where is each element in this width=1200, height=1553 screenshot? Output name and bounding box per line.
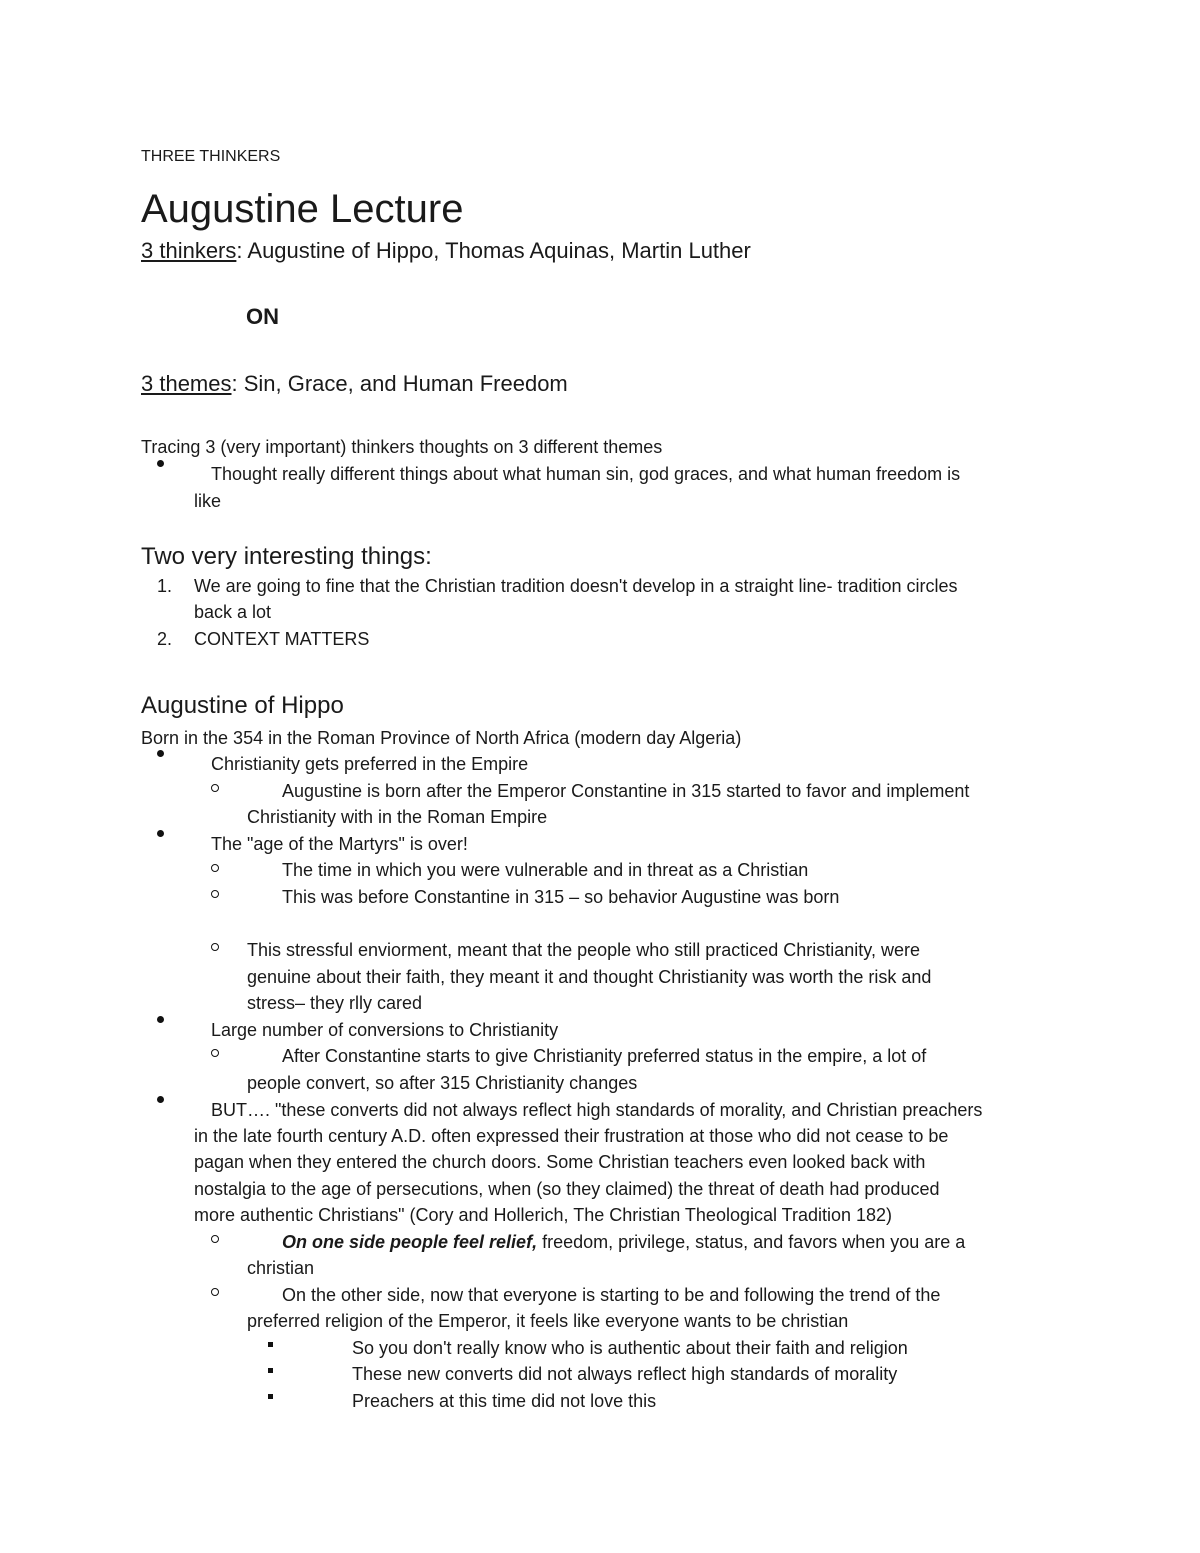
augustine-b4-line1: BUT…. "these converts did not always reflect high standards of morality, and Christian preachers: [211, 1100, 983, 1120]
tracing-bullet-line2: like: [194, 491, 222, 511]
square-bullet-icon: [268, 1394, 273, 1399]
augustine-b2-s1: The time in which you were vulnerable and in threat as a Christian: [282, 860, 809, 880]
augustine-b4-s2-t1: So you don't really know who is authentic about their faith and religion: [352, 1338, 908, 1358]
augustine-b4-s1-line2: christian: [247, 1258, 315, 1278]
page-title: Augustine Lecture: [141, 187, 464, 231]
bullet-icon: [157, 1016, 164, 1023]
augustine-b4-s2-t3: Preachers at this time did not love this: [352, 1391, 657, 1411]
list-number: 2.: [157, 629, 173, 649]
sub-bullet-icon: [211, 943, 219, 951]
thinkers-label: 3 thinkers: [141, 238, 237, 263]
augustine-born: Born in the 354 in the Roman Province of North Africa (modern day Algeria): [141, 728, 742, 748]
augustine-b4-s2-line2: preferred religion of the Emperor, it feels like everyone wants to be christian: [247, 1311, 849, 1331]
tracing-bullet-line1: Thought really different things about what human sin, god graces, and what human freedom is: [211, 464, 961, 484]
sub-bullet-icon: [211, 784, 219, 792]
interesting-heading: Two very interesting things:: [141, 543, 432, 570]
sub-bullet-icon: [211, 1288, 219, 1296]
bullet-icon: [157, 750, 164, 757]
augustine-b3-s1-line2: people convert, so after 315 Christianity changes: [247, 1073, 638, 1093]
augustine-b2: The "age of the Martyrs" is over!: [211, 834, 468, 854]
augustine-b4-s2-line1: On the other side, now that everyone is starting to be and following the trend of the: [282, 1285, 941, 1305]
document-header-label: THREE THINKERS: [141, 148, 281, 165]
augustine-b4-line5: more authentic Christians" (Cory and Hollerich, The Christian Theological Tradition 182): [194, 1205, 893, 1225]
on-label: ON: [246, 304, 279, 329]
interesting-item2: CONTEXT MATTERS: [194, 629, 370, 649]
sub-bullet-icon: [211, 1049, 219, 1057]
augustine-b4-s2-t2: These new converts did not always reflect high standards of morality: [352, 1364, 898, 1384]
thinkers-text: : Augustine of Hippo, Thomas Aquinas, Martin Luther: [236, 238, 751, 263]
augustine-b4-s1-bold: On one side people feel relief,: [282, 1232, 538, 1252]
themes-label: 3 themes: [141, 371, 232, 396]
bullet-icon: [157, 830, 164, 837]
square-bullet-icon: [268, 1368, 273, 1373]
list-number: 1.: [157, 576, 173, 596]
augustine-b2-s3-line2: genuine about their faith, they meant it and thought Christianity was worth the risk and: [247, 967, 932, 987]
sub-bullet-icon: [211, 890, 219, 898]
augustine-b2-s3-line3: stress– they rlly cared: [247, 993, 423, 1013]
interesting-item1-line2: back a lot: [194, 602, 272, 622]
themes-line: [141, 370, 568, 398]
augustine-b4-line4: nostalgia to the age of persecutions, when (so they claimed) the threat of death had produced: [194, 1179, 940, 1199]
square-bullet-icon: [268, 1342, 273, 1347]
themes-text: : Sin, Grace, and Human Freedom: [231, 371, 568, 396]
augustine-b1: Christianity gets preferred in the Empire: [211, 754, 529, 774]
bullet-icon: [157, 460, 164, 467]
bullet-icon: [157, 1096, 164, 1103]
augustine-b4-s1-line1: [282, 1231, 965, 1253]
augustine-b3: Large number of conversions to Christianity: [211, 1020, 559, 1040]
augustine-b4-line3: pagan when they entered the church doors. Some Christian teachers even looked back with: [194, 1152, 926, 1172]
augustine-b1-s1-line1: Augustine is born after the Emperor Constantine in 315 started to favor and implement: [282, 781, 970, 801]
sub-bullet-icon: [211, 1235, 219, 1243]
augustine-b2-s3-line1: This stressful enviorment, meant that the people who still practiced Christianity, were: [247, 940, 920, 960]
augustine-b3-s1-line1: After Constantine starts to give Christianity preferred status in the empire, a lot of: [282, 1046, 927, 1066]
augustine-heading: Augustine of Hippo: [141, 692, 344, 719]
augustine-b1-s1-line2: Christianity with in the Roman Empire: [247, 807, 548, 827]
sub-bullet-icon: [211, 864, 219, 872]
augustine-b4-s1-rest: freedom, privilege, status, and favors when you are a: [537, 1232, 966, 1252]
augustine-b2-s2: This was before Constantine in 315 – so behavior Augustine was born: [282, 887, 840, 907]
interesting-item1-line1: We are going to fine that the Christian tradition doesn't develop in a straight line- tradition circles: [194, 576, 958, 596]
thinkers-line: [141, 237, 751, 265]
augustine-b4-line2: in the late fourth century A.D. often expressed their frustration at those who did not cease to be: [194, 1126, 949, 1146]
tracing-text: Tracing 3 (very important) thinkers thoughts on 3 different themes: [141, 437, 663, 457]
